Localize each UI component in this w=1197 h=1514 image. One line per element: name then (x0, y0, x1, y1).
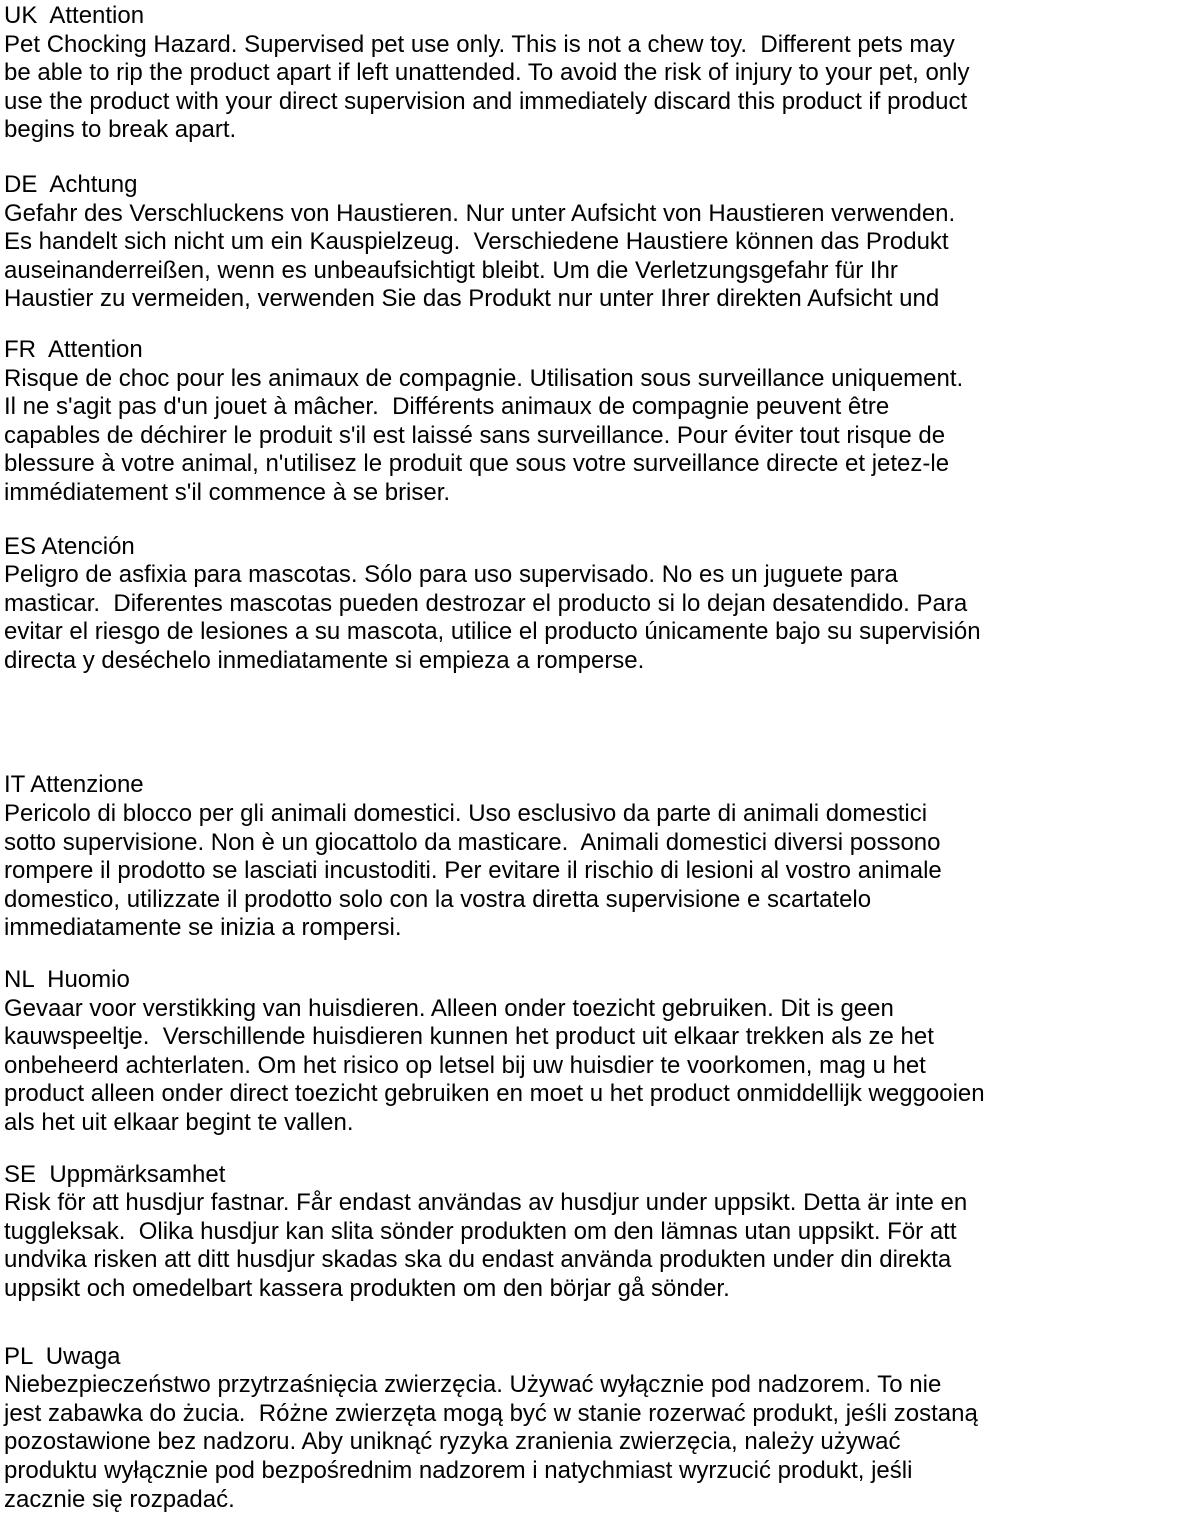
warning-text-line: rompere il prodotto se lasciati incustoditi. Per evitare il rischio di lesioni al vostro animale (4, 857, 942, 885)
warning-text-line: sotto supervisione. Non è un giocattolo da masticare. Animali domestici diversi possono (4, 828, 941, 856)
warning-text-line: immediatamente se inizia a rompersi. (4, 914, 402, 942)
warning-section-it (4, 771, 1191, 943)
warning-text-line: onbeheerd achterlaten. Om het risico op letsel bij uw huisdier te voorkomen, mag u het (4, 1051, 926, 1079)
warning-text-line: blessure à votre animal, n'utilisez le produit que sous votre surveillance directe et jetez-le (4, 450, 950, 478)
warning-text-line: be able to rip the product apart if left unattended. To avoid the risk of injury to your pet, only (4, 59, 970, 87)
warning-section-es (4, 533, 1191, 676)
warning-text-line: pozostawione bez nadzoru. Aby uniknąć ryzyka zranienia zwierzęcia, należy używać (4, 1428, 901, 1456)
warning-text-line: evitar el riesgo de lesiones a su mascota, utilice el producto únicamente bajo su supervisión (4, 618, 981, 646)
warning-text-line: uppsikt och omedelbart kassera produkten om den börjar gå sönder. (4, 1274, 730, 1302)
section-heading-pl: PL Uwaga (4, 1342, 121, 1370)
section-heading-de: DE Achtung (4, 170, 138, 198)
warning-text-line: jest zabawka do żucia. Różne zwierzęta mogą być w stanie rozerwać produkt, jeśli zostaną (4, 1399, 978, 1427)
warning-text-line: produktu wyłącznie pod bezpośrednim nadzorem i natychmiast wyrzucić produkt, jeśli (4, 1456, 913, 1484)
section-heading-it: IT Attenzione (4, 771, 144, 799)
warning-section-se (4, 1161, 1191, 1304)
section-heading-uk: UK Attention (4, 2, 145, 29)
warning-text-line: begins to break apart. (4, 116, 237, 144)
section-heading-nl: NL Huomio (4, 966, 130, 994)
warning-text-line: product alleen onder direct toezicht gebruiken en moet u het product onmiddellijk weggooien (4, 1080, 985, 1108)
warning-section-uk (4, 2, 1191, 145)
warning-section-pl (4, 1343, 1191, 1514)
warning-text-line: Peligro de asfixia para mascotas. Sólo para uso supervisado. No es un juguete para (4, 561, 898, 589)
section-heading-se: SE Uppmärksamhet (4, 1160, 226, 1188)
warning-text-line: Es handelt sich nicht um ein Kauspielzeug. Verschiedene Haustiere können das Produkt (4, 228, 949, 256)
warning-text-line: Niebezpieczeństwo przytrzaśnięcia zwierzęcia. Używać wyłącznie pod nadzorem. To nie (4, 1371, 942, 1399)
section-heading-es: ES Atención (4, 532, 135, 560)
warning-document (4, 2, 1191, 1514)
warning-text-line: domestico, utilizzate il prodotto solo con la vostra diretta supervisione e scartatelo (4, 885, 872, 913)
warning-text-line: capables de déchirer le produit s'il est laissé sans surveillance. Pour éviter tout risque de (4, 421, 946, 449)
warning-text-line: auseinanderreißen, wenn es unbeaufsichtigt bleibt. Um die Verletzungsgefahr für Ihr (4, 256, 898, 284)
warning-section-fr (4, 336, 1191, 508)
warning-text-line: use the product with your direct supervision and immediately discard this product if product (4, 87, 968, 115)
warning-text-line: zacznie się rozpadać. (4, 1485, 235, 1513)
warning-text-line: masticar. Diferentes mascotas pueden destrozar el producto si lo dejan desatendido. Para (4, 589, 968, 617)
warning-text-line: tuggleksak. Olika husdjur kan slita sönder produkten om den lämnas utan uppsikt. För att (4, 1217, 957, 1245)
warning-text-line: Gevaar voor verstikking van huisdieren. Alleen onder toezicht gebruiken. Dit is geen (4, 994, 894, 1022)
warning-section-de (4, 171, 1191, 314)
warning-text-line: Il ne s'agit pas d'un jouet à mâcher. Différents animaux de compagnie peuvent être (4, 393, 890, 421)
section-heading-fr: FR Attention (4, 335, 143, 363)
warning-text-line: Risque de choc pour les animaux de compagnie. Utilisation sous surveillance uniquement. (4, 364, 964, 392)
warning-section-nl (4, 966, 1191, 1138)
warning-text-line: undvika risken att ditt husdjur skadas ska du endast använda produkten under din direkta (4, 1246, 952, 1274)
warning-text-line: kauwspeeltje. Verschillende huisdieren kunnen het product uit elkaar trekken als ze het (4, 1023, 934, 1051)
warning-text-line: directa y deséchelo inmediatamente si empieza a romperse. (4, 646, 645, 674)
warning-text-line: Gefahr des Verschluckens von Haustieren. Nur unter Aufsicht von Haustieren verwenden. (4, 199, 956, 227)
warning-text-line: als het uit elkaar begint te vallen. (4, 1109, 354, 1136)
warning-text-line: Haustier zu vermeiden, verwenden Sie das Produkt nur unter Ihrer direkten Aufsicht und (4, 285, 940, 313)
warning-text-line: Pericolo di blocco per gli animali domestici. Uso esclusivo da parte di animali domestici (4, 800, 928, 828)
warning-text-line: immédiatement s'il commence à se briser. (4, 478, 451, 506)
warning-text-line: Risk för att husdjur fastnar. Får endast användas av husdjur under uppsikt. Detta är inte en (4, 1189, 968, 1217)
warning-text-line: Pet Chocking Hazard. Supervised pet use only. This is not a chew toy. Different pets may (4, 30, 955, 58)
